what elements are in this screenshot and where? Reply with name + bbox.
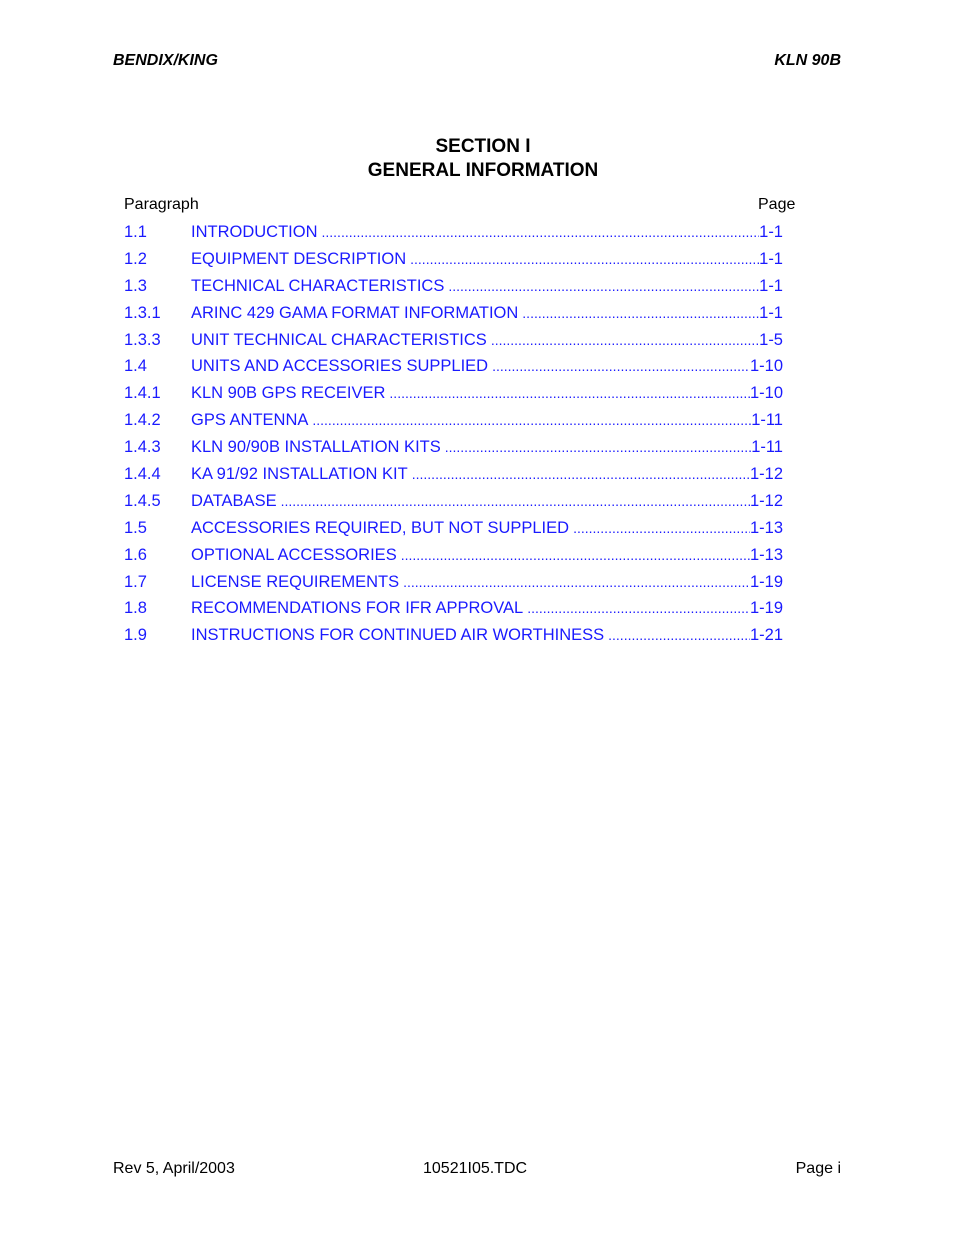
toc-entry-line: [191, 275, 783, 297]
toc-paragraph-number: 1.3.3: [124, 330, 161, 349]
toc-entry-line: [191, 248, 783, 270]
toc-paragraph-number: 1.2: [124, 249, 147, 268]
toc-page-number: 1-11: [751, 438, 783, 457]
toc-dot-leader: [412, 463, 750, 485]
toc-dot-leader: [322, 221, 760, 243]
toc-paragraph-number: 1.4: [124, 357, 147, 376]
toc-entry-line: [191, 624, 783, 646]
toc-page-number: 1-1: [759, 276, 783, 295]
toc-paragraph-number: 1.9: [124, 626, 147, 645]
toc-entry-link[interactable]: [124, 490, 804, 517]
toc-entry-link[interactable]: [124, 624, 804, 651]
toc-dot-leader: [527, 597, 750, 619]
toc-page-number: 1-1: [759, 249, 783, 268]
toc-dot-leader: [312, 409, 751, 431]
paragraph-column-heading: Paragraph: [124, 196, 199, 213]
toc-entry-link[interactable]: [124, 597, 804, 624]
toc-entry-link[interactable]: [124, 436, 804, 463]
toc-entry-line: [191, 221, 783, 243]
toc-dot-leader: [410, 248, 759, 270]
toc-entry-link[interactable]: [124, 382, 804, 409]
footer-page-number: Page i: [795, 1160, 841, 1177]
toc-page-number: 1-12: [749, 491, 783, 510]
toc-entry-link[interactable]: [124, 463, 804, 490]
toc-entry-line: [191, 490, 783, 512]
toc-dot-leader: [492, 355, 750, 377]
toc-paragraph-number: 1.6: [124, 545, 147, 564]
table-of-contents: [124, 221, 804, 651]
toc-entry-title: UNITS AND ACCESSORIES SUPPLIED: [191, 355, 492, 377]
toc-dot-leader: [403, 571, 750, 593]
toc-entry-line: [191, 436, 783, 458]
toc-entry-link[interactable]: [124, 571, 804, 598]
toc-entry-link[interactable]: [124, 355, 804, 382]
page-column-heading: Page: [758, 196, 796, 213]
toc-page-number: 1-13: [749, 545, 783, 564]
toc-entry-title: KA 91/92 INSTALLATION KIT: [191, 463, 412, 485]
toc-page-number: 1-19: [749, 599, 783, 618]
toc-entry-line: [191, 409, 783, 431]
toc-page-number: 1-1: [759, 303, 783, 322]
toc-paragraph-number: 1.4.2: [124, 411, 161, 430]
toc-entry-title: DATABASE: [191, 490, 281, 512]
toc-page-number: 1-1: [759, 223, 783, 241]
toc-entry-line: [191, 302, 783, 324]
toc-page-number: 1-11: [751, 411, 783, 430]
toc-entry-line: [191, 597, 783, 619]
toc-entry-title: UNIT TECHNICAL CHARACTERISTICS: [191, 329, 491, 351]
toc-entry-link[interactable]: [124, 221, 804, 248]
toc-entry-link[interactable]: [124, 517, 804, 544]
toc-entry-line: [191, 571, 783, 593]
toc-paragraph-number: 1.7: [124, 572, 147, 591]
toc-page-number: 1-10: [749, 384, 783, 403]
toc-page-number: 1-19: [749, 572, 783, 591]
toc-entry-link[interactable]: [124, 329, 804, 356]
toc-entry-line: [191, 544, 783, 566]
toc-entry-link[interactable]: [124, 544, 804, 571]
toc-dot-leader: [608, 624, 750, 646]
header-manufacturer: BENDIX/KING: [113, 52, 218, 69]
footer-revision: Rev 5, April/2003: [113, 1160, 235, 1177]
toc-entry-link[interactable]: [124, 275, 804, 302]
toc-paragraph-number: 1.4.3: [124, 438, 161, 457]
toc-page-number: 1-10: [749, 357, 783, 376]
toc-entry-title: OPTIONAL ACCESSORIES: [191, 544, 401, 566]
toc-entry-link[interactable]: [124, 248, 804, 275]
toc-entry-line: [191, 355, 783, 377]
toc-entry-title: EQUIPMENT DESCRIPTION: [191, 248, 410, 270]
section-number-title: SECTION I: [435, 136, 531, 157]
toc-entry-title: ACCESSORIES REQUIRED, BUT NOT SUPPLIED: [191, 517, 573, 539]
toc-entry-title: KLN 90B GPS RECEIVER: [191, 382, 389, 404]
header-model: KLN 90B: [774, 52, 841, 69]
section-name-title: GENERAL INFORMATION: [367, 160, 599, 181]
toc-dot-leader: [445, 436, 751, 458]
toc-paragraph-number: 1.3: [124, 276, 147, 295]
toc-paragraph-number: 1.4.4: [124, 465, 161, 484]
toc-entry-title: TECHNICAL CHARACTERISTICS: [191, 275, 448, 297]
toc-page-number: 1-13: [749, 518, 783, 537]
toc-entry-title: INTRODUCTION: [191, 221, 322, 243]
toc-paragraph-number: 1.5: [124, 518, 147, 537]
toc-paragraph-number: 1.4.1: [124, 384, 161, 403]
toc-dot-leader: [389, 382, 750, 404]
toc-dot-leader: [522, 302, 759, 324]
toc-paragraph-number: 1.8: [124, 599, 147, 618]
toc-entry-title: LICENSE REQUIREMENTS: [191, 571, 403, 593]
toc-entry-title: RECOMMENDATIONS FOR IFR APPROVAL: [191, 597, 527, 619]
toc-dot-leader: [491, 329, 759, 351]
toc-page-number: 1-5: [759, 330, 783, 349]
toc-dot-leader: [573, 517, 750, 539]
toc-page-number: 1-21: [749, 626, 783, 645]
toc-dot-leader: [281, 490, 750, 512]
toc-entry-line: [191, 517, 783, 539]
toc-entry-line: [191, 329, 783, 351]
toc-dot-leader: [401, 544, 750, 566]
toc-entry-title: GPS ANTENNA: [191, 409, 312, 431]
toc-dot-leader: [448, 275, 759, 297]
toc-page-number: 1-12: [749, 465, 783, 484]
toc-entry-link[interactable]: [124, 302, 804, 329]
toc-entry-title: ARINC 429 GAMA FORMAT INFORMATION: [191, 302, 522, 324]
toc-paragraph-number: 1.1: [124, 223, 147, 241]
footer-document-id: 10521I05.TDC: [423, 1160, 528, 1177]
toc-entry-title: INSTRUCTIONS FOR CONTINUED AIR WORTHINESS: [191, 624, 608, 646]
toc-paragraph-number: 1.4.5: [124, 491, 161, 510]
toc-entry-line: [191, 382, 783, 404]
toc-paragraph-number: 1.3.1: [124, 303, 161, 322]
toc-entry-link[interactable]: [124, 409, 804, 436]
toc-entry-line: [191, 463, 783, 485]
toc-entry-title: KLN 90/90B INSTALLATION KITS: [191, 436, 445, 458]
